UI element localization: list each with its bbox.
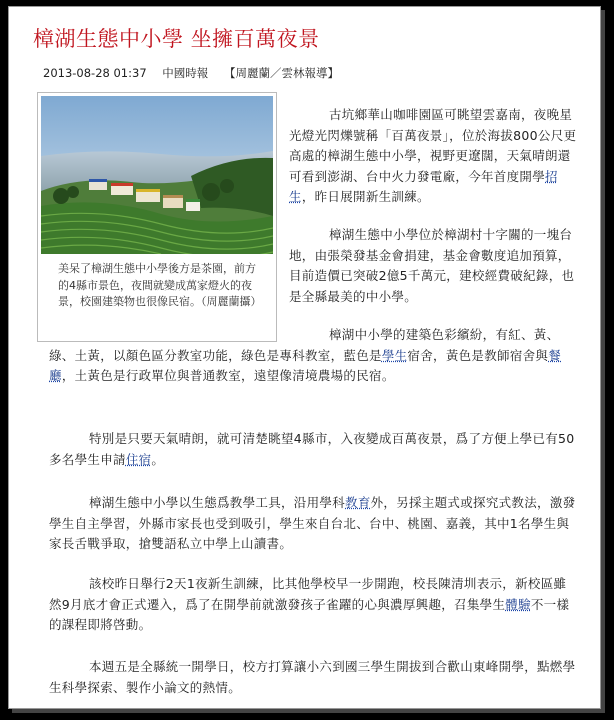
keyword-link[interactable]: 體驗 — [505, 596, 531, 612]
article-meta — [43, 65, 351, 81]
article-source: 中國時報 — [162, 66, 209, 80]
paragraph-6: 該校昨日舉行2天1夜新生訓練，比其他學校早一步開跑，校長陳清圳表示，新校區雖然9月底才會正式遷入，爲了在開學前就激發孩子雀躍的心與濃厚興趣，召集學生體驗不一樣的課程即將啓動。 — [49, 576, 570, 632]
paragraph-5: 樟湖生態中小學以生態爲教學工具，沿用學科教育外，另採主題式或探究式教法，激發學生自主學習，外縣市家長也受到吸引，學生來自台北、台中、桃園、嘉義，其中1名學生與家長舌戰爭取，搶雙語私立中學上山讀書。 — [49, 495, 576, 551]
article-title: 樟湖生態中小學 坐擁百萬夜景 — [33, 27, 320, 51]
keyword-link[interactable]: 教育 — [345, 495, 371, 510]
keyword-link[interactable]: 餐廳 — [49, 347, 562, 383]
school-photo — [41, 96, 273, 254]
keyword-link[interactable]: 住宿 — [125, 451, 152, 467]
photo-caption: 美呆了樟湖生態中小學後方是茶園，前方的4縣市景色，夜間就變成萬家燈火的夜景，校園建築物也很像民宿。（周麗蘭攝） — [58, 262, 262, 308]
keyword-link[interactable]: 學生 — [381, 347, 408, 363]
paragraph-3: 樟湖中小學的建築色彩繽紛，有紅、黃、綠、土黃，以顏色區分教室功能，綠色是專科教室，藍色是學生宿舍，黃色是教師宿舍與餐廳，土黃色是行政單位與普通教室，遠望像清境農場的民宿。 — [49, 327, 562, 383]
paragraph-7: 本週五是全縣統一開學日，校方打算讓小六到國三學生開拔到合歡山東峰開學，點燃學生科學探索、製作小論文的熱情。 — [49, 659, 576, 695]
photo-figure — [37, 92, 277, 342]
paragraph-1: 古坑鄉華山咖啡園區可眺望雲嘉南，夜晚星光燈光閃爍號稱「百萬夜景」，位於海拔800公尺更高處的樟湖生態中小學，視野更遼闊，天氣晴朗還可看到澎湖、台中火力發電廠，今年首度開學招生，昨日展開新生訓練。 — [289, 107, 577, 204]
paragraph-4: 特別是只要天氣晴朗，就可清楚眺望4縣市，入夜變成百萬夜景，爲了方便上學已有50多名學生申請住宿。 — [49, 431, 575, 467]
paragraph-2: 樟湖生態中小學位於樟湖村十字關的一塊台地，由張榮發基金會捐建，基金會數度追加預算，目前造價已突破2億5千萬元，建校經費破紀錄，也是全縣最美的中小學。 — [289, 227, 575, 304]
keyword-link[interactable]: 招生 — [289, 168, 558, 204]
article-date: 2013-08-28 01:37 — [43, 66, 147, 80]
article-page — [8, 6, 601, 709]
article-author: 【周麗蘭／雲林報導】 — [223, 66, 339, 80]
